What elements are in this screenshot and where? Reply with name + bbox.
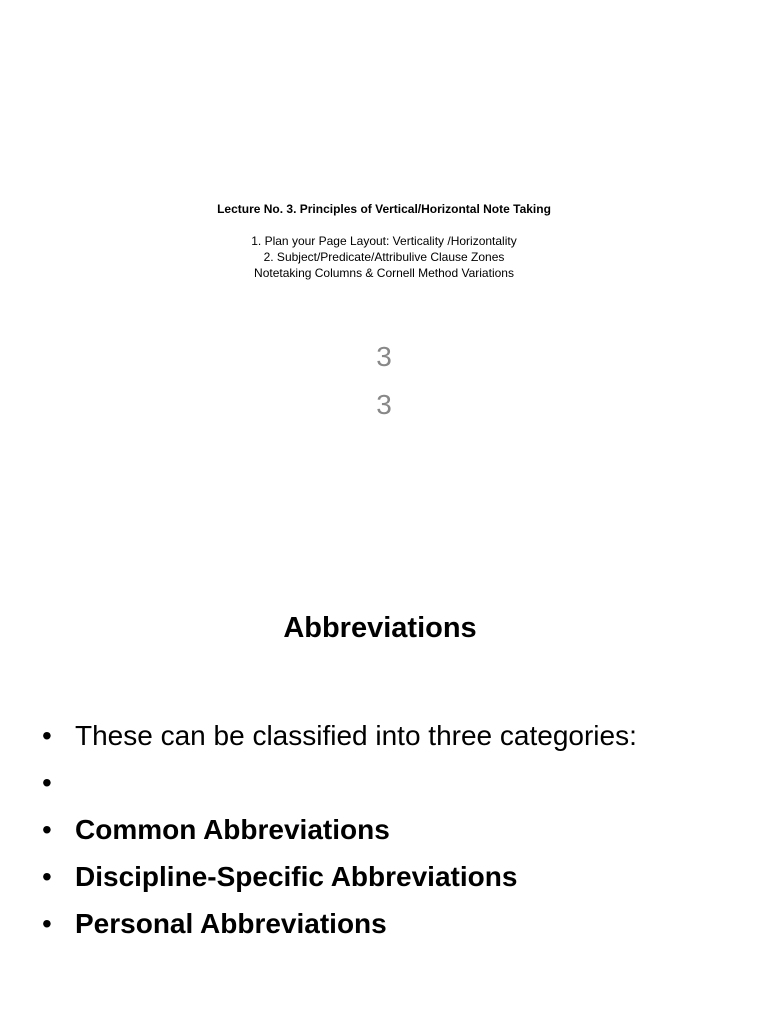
- lecture-title: Lecture No. 3. Principles of Vertical/Horizontal Note Taking: [217, 202, 551, 216]
- bullet-item: [42, 759, 762, 806]
- bullet-list: [42, 712, 762, 947]
- bullet-icon: •: [42, 861, 52, 892]
- bullet-item: [42, 853, 762, 900]
- bullet-icon: •: [42, 720, 52, 751]
- bullet-item: [42, 712, 762, 759]
- subtitle-line: Notetaking Columns & Cornell Method Variations: [254, 266, 514, 280]
- bullet-text: Common Abbreviations: [75, 814, 390, 845]
- lecture-subtitle-lines: [0, 233, 768, 281]
- bullet-text: Personal Abbreviations: [75, 908, 387, 939]
- subtitle-line: 2. Subject/Predicate/Attribulive Clause Zones: [263, 250, 505, 264]
- slide-numbers: [0, 333, 768, 429]
- bullet-item: [42, 900, 762, 947]
- subtitle-line: 1. Plan your Page Layout: Verticality /Horizontality: [251, 234, 517, 248]
- bullet-text: These can be classified into three categories:: [75, 720, 637, 751]
- bullet-icon: •: [42, 814, 52, 845]
- slide-number: 3: [376, 389, 392, 420]
- slide-abbreviations: [0, 512, 768, 1024]
- bullet-icon: •: [42, 767, 52, 798]
- bullet-text: Discipline-Specific Abbreviations: [75, 861, 518, 892]
- slide-number: 3: [376, 341, 392, 372]
- bullet-icon: •: [42, 908, 52, 939]
- bullet-item: [42, 806, 762, 853]
- slide-heading: Abbreviations: [283, 612, 477, 644]
